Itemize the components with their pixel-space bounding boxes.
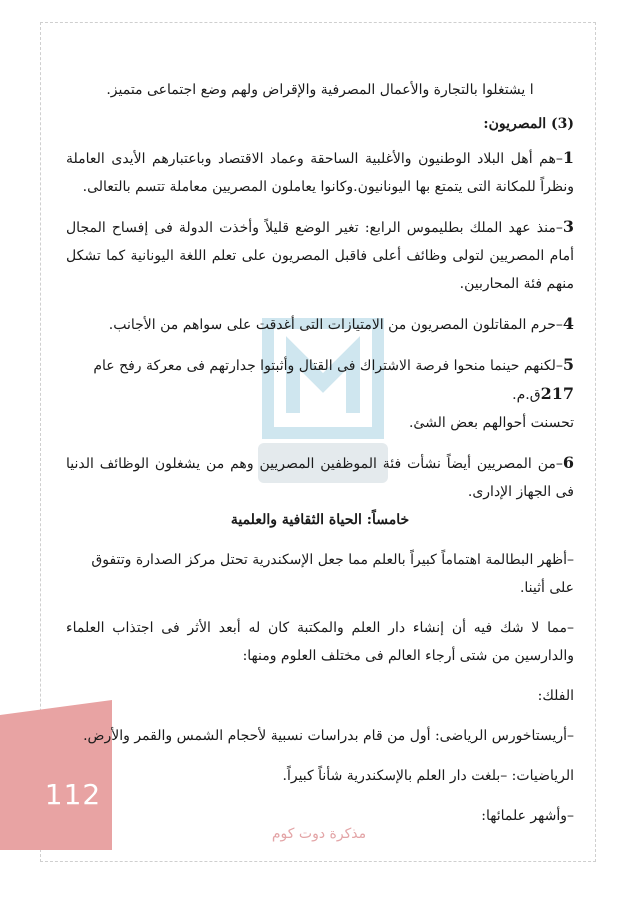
science-point-2: –مما لا شك فيه أن إنشاء دار العلم والمكتبة كان له أبعد الأثر فى اجتذاب العلماء والدارسين من شتى أرجاء العالم فى مختلف العلوم ومنها:: [66, 620, 574, 664]
aristarchus-line: –أريستاخورس الرياضى: أول من قام بدراسات نسبية لأحجام الشمس والقمر والأرض.: [83, 728, 574, 744]
year-number: 217: [540, 384, 574, 403]
item-number: 4: [562, 314, 574, 333]
paragraph-3: [66, 213, 574, 298]
footer-brand: مذكرة دوت كوم: [271, 826, 367, 842]
item-number: 3: [562, 217, 574, 236]
heading-egyptians: (3) المصريون:: [483, 116, 574, 132]
paragraph-6: [66, 449, 574, 506]
item-number: 6: [562, 453, 574, 472]
intro-line: ا يشتغلوا بالتجارة والأعمال المصرفية والإقراض ولهم وضع اجتماعى متميز.: [106, 82, 534, 98]
paragraph-4: [66, 310, 574, 339]
page-content: [66, 76, 574, 830]
section-title: خامساً: الحياة الثقافية والعلمية: [230, 512, 410, 528]
mathematics-line: الرياضيات: –بلغت دار العلم بالإسكندرية شأناً كبيراً.: [282, 768, 574, 784]
paragraph-1: [66, 144, 574, 201]
paragraph-text: ق.م.: [512, 387, 541, 403]
paragraph-text: –لكنهم حينما منحوا فرصة الاشتراك فى القتال وأثبتوا جدارتهم فى معركة رفح عام: [93, 358, 563, 374]
astronomy-heading: الفلك:: [537, 688, 574, 704]
paragraph-5-continued: تحسنت أحوالهم بعض الشئ.: [408, 415, 574, 431]
item-number: 1: [562, 148, 574, 167]
paragraph-text: –منذ عهد الملك بطليموس الرابع: تغير الوضع قليلاً وأخذت الدولة فى إفساح المجال أمام المصريين لتولى وظائف أعلى فاقبل المصريون على تعلم اللغة اليونانية كما تشكل منهم فئة المحاربين.: [66, 220, 574, 292]
science-point-1: –أظهر البطالمة اهتماماً كبيراً بالعلم مما جعل الإسكندرية تحتل مركز الصدارة وتتفوق على أثينا.: [91, 552, 574, 596]
paragraph-5: [66, 351, 574, 409]
item-number: 5: [562, 355, 574, 374]
paragraph-text: –هم أهل البلاد الوطنيون والأغلبية الساحقة وعماد الاقتصاد وباعتبارهم الأيدى العاملة ونظراً للمكانة التى يتمتع بها اليونانيون.وكانوا يعاملون المصريين معاملة تتسم بالتعالى.: [66, 151, 574, 195]
paragraph-text: –حرم المقاتلون المصريون من الامتيازات التى أغدقت على سواهم من الأجانب.: [108, 317, 563, 333]
famous-scientists-line: –وأشهر علمائها:: [481, 808, 574, 824]
paragraph-text: –من المصريين أيضاً نشأت فئة الموظفين المصريين وهم من يشغلون الوظائف الدنيا فى الجهاز الإدارى.: [66, 456, 574, 500]
page-number: 112: [44, 778, 102, 811]
